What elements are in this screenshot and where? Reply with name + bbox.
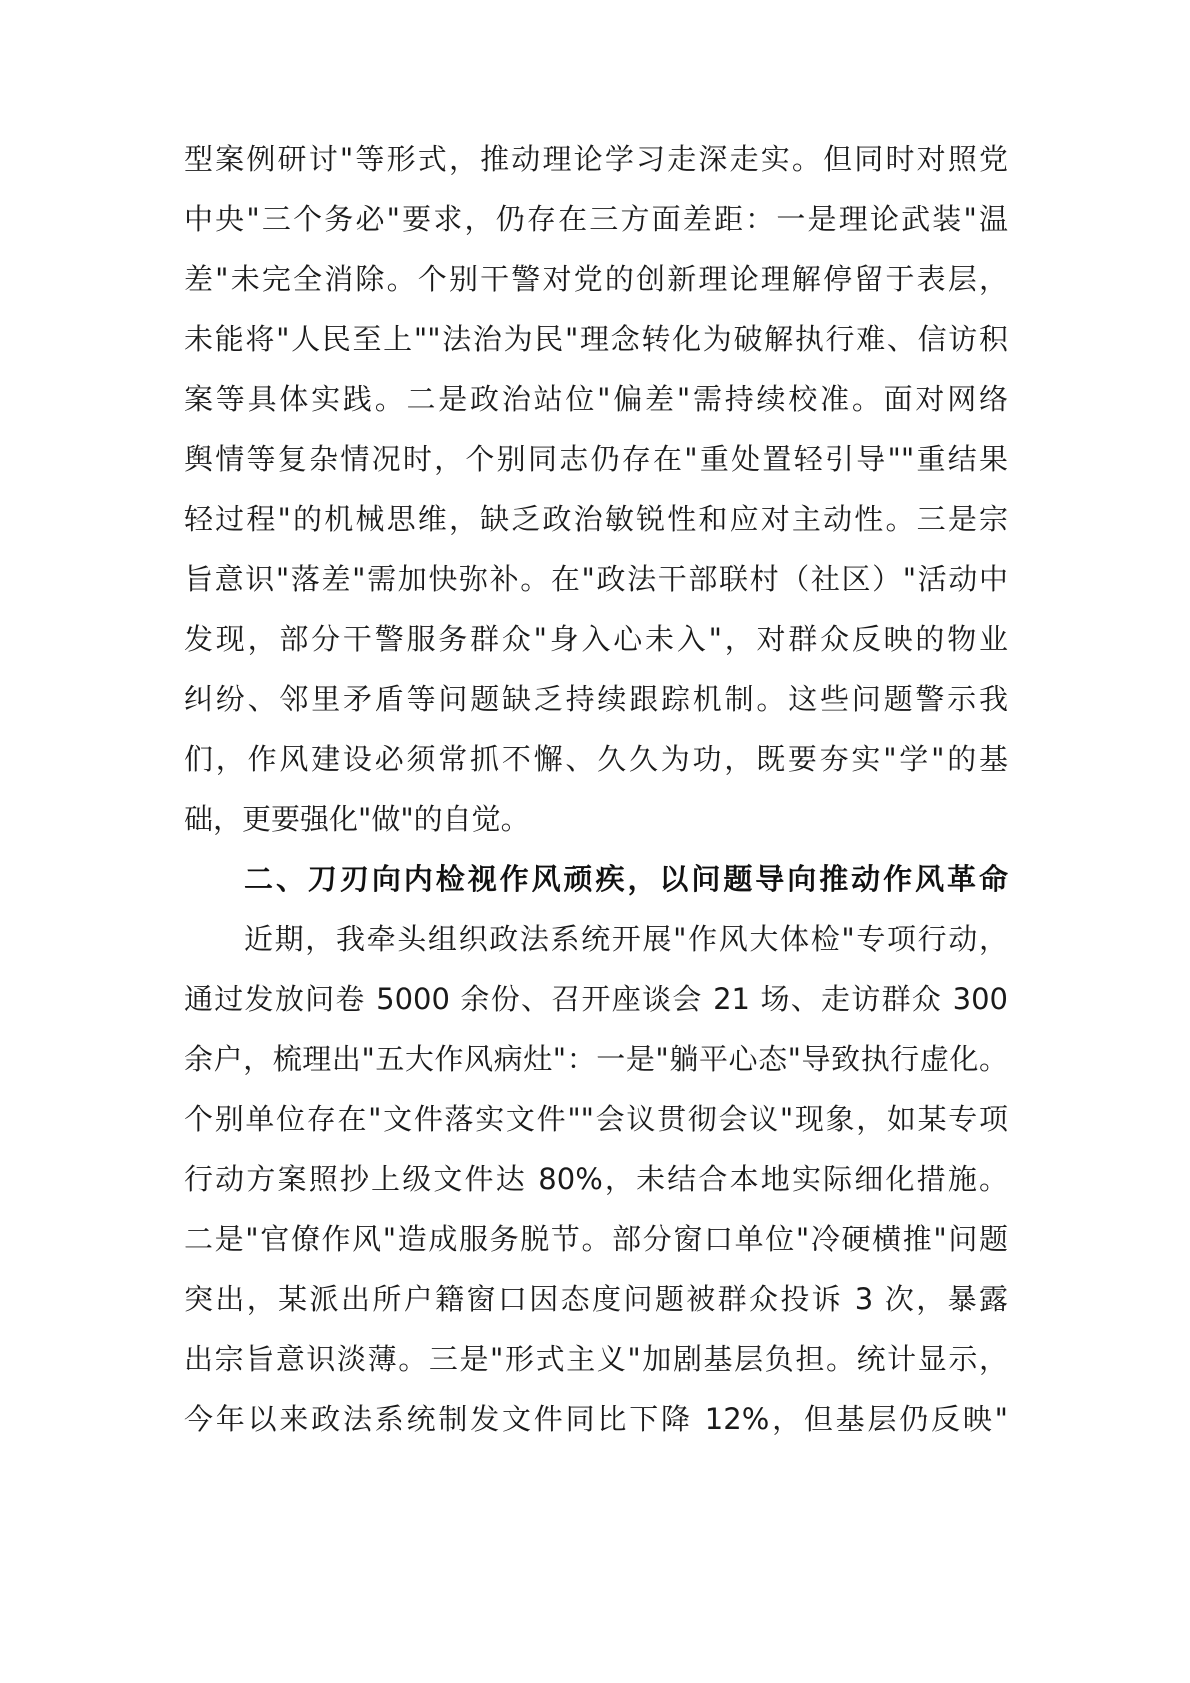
paragraph-line: 行动方案照抄上级文件达 80%，未结合本地实际细化措施。 [184, 1162, 1008, 1196]
paragraph-line: 纠纷、邻里矛盾等问题缺乏持续跟踪机制。这些问题警示我 [184, 682, 1008, 716]
paragraph-line: 近期，我牵头组织政法系统开展"作风大体检"专项行动， [244, 922, 1008, 956]
paragraph-line: 中央"三个务必"要求，仍存在三方面差距：一是理论武装"温 [184, 202, 1008, 236]
paragraph-line: 未能将"人民至上""法治为民"理念转化为破解执行难、信访积 [184, 322, 1008, 356]
paragraph-line: 通过发放问卷 5000 余份、召开座谈会 21 场、走访群众 300 [184, 982, 1008, 1016]
paragraph-line: 突出，某派出所户籍窗口因态度问题被群众投诉 3 次，暴露 [184, 1282, 1008, 1316]
paragraph-line: 余户，梳理出"五大作风病灶"：一是"躺平心态"导致执行虚化。 [184, 1042, 1008, 1076]
paragraph-line: 们，作风建设必须常抓不懈、久久为功，既要夯实"学"的基 [184, 742, 1008, 776]
paragraph-line: 差"未完全消除。个别干警对党的创新理论理解停留于表层， [184, 262, 1008, 296]
paragraph-line: 舆情等复杂情况时，个别同志仍存在"重处置轻引导""重结果 [184, 442, 1008, 476]
paragraph-line: 型案例研讨"等形式，推动理论学习走深走实。但同时对照党 [184, 142, 1008, 176]
paragraph-line: 今年以来政法系统制发文件同比下降 12%，但基层仍反映" [184, 1402, 1008, 1436]
paragraph-line: 出宗旨意识淡薄。三是"形式主义"加剧基层负担。统计显示， [184, 1342, 1008, 1376]
section-heading: 二、刀刃向内检视作风顽疾，以问题导向推动作风革命 [244, 862, 1008, 896]
paragraph-line: 案等具体实践。二是政治站位"偏差"需持续校准。面对网络 [184, 382, 1008, 416]
paragraph-line: 二是"官僚作风"造成服务脱节。部分窗口单位"冷硬横推"问题 [184, 1222, 1008, 1256]
paragraph-line: 旨意识"落差"需加快弥补。在"政法干部联村（社区）"活动中 [184, 562, 1008, 596]
paragraph-line: 发现，部分干警服务群众"身入心未入"，对群众反映的物业 [184, 622, 1008, 656]
paragraph-line: 轻过程"的机械思维，缺乏政治敏锐性和应对主动性。三是宗 [184, 502, 1008, 536]
paragraph-line: 个别单位存在"文件落实文件""会议贯彻会议"现象，如某专项 [184, 1102, 1008, 1136]
paragraph-line: 础，更要强化"做"的自觉。 [184, 802, 530, 836]
